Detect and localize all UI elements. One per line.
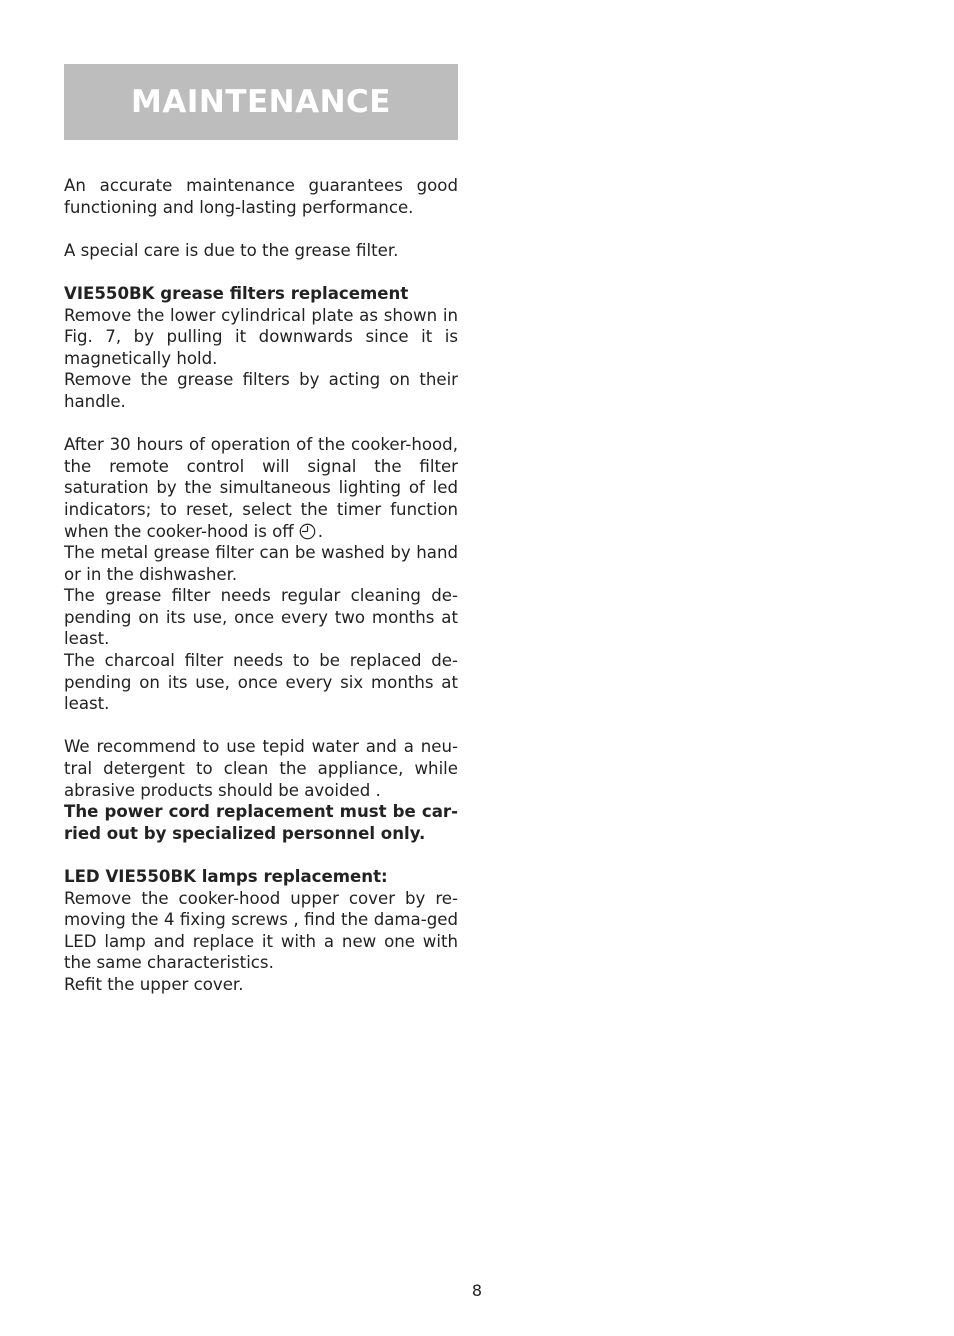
special-care-paragraph: A special care is due to the grease filter. xyxy=(64,240,399,260)
metal-filter-paragraph: The metal grease filter can be washed by hand or in the dishwasher. xyxy=(64,543,458,584)
grease-cleaning-paragraph: The grease filter needs regular cleaning de-pending on its use, once every two months at least. xyxy=(64,586,458,649)
saturation-paragraph xyxy=(64,434,458,542)
saturation-end: . xyxy=(317,521,324,541)
grease-removal-paragraph: Remove the lower cylindrical plate as shown in Fig. 7, by pulling it downwards since it is magnetically hold. xyxy=(64,305,458,368)
timer-icon xyxy=(299,523,316,540)
led-replacement-paragraph: Remove the cooker-hood upper cover by re-moving the 4 fixing screws , find the dama-ged LED lamp and replace it with a new one with the same characteristics. xyxy=(64,888,458,973)
grease-handle-paragraph: Remove the grease filters by acting on their handle. xyxy=(64,370,458,411)
recommendation-paragraph: We recommend to use tepid water and a neu-tral detergent to clean the appliance, while abrasive products should be avoided . xyxy=(64,737,458,800)
saturation-text: After 30 hours of operation of the cooker-hood, the remote control will signal the filter saturation by the simultaneous lighting of led indicators; to reset, select the timer function when the cooker-hood is off xyxy=(64,435,458,541)
charcoal-filter-paragraph: The charcoal filter needs to be replaced de-pending on its use, once every six months at least. xyxy=(64,651,458,714)
page-number: 8 xyxy=(471,1281,483,1300)
page-title: MAINTENANCE xyxy=(131,84,391,120)
intro-paragraph: An accurate maintenance guarantees good functioning and long-lasting performance. xyxy=(64,176,458,217)
grease-filter-heading: VIE550BK grease filters replacement xyxy=(64,283,409,303)
maintenance-content xyxy=(64,175,458,996)
led-lamps-heading: LED VIE550BK lamps replacement: xyxy=(64,867,388,886)
section-banner xyxy=(64,64,458,140)
power-cord-warning: The power cord replacement must be car-ried out by specialized personnel only. xyxy=(64,802,458,843)
refit-cover-paragraph: Refit the upper cover. xyxy=(64,974,244,994)
